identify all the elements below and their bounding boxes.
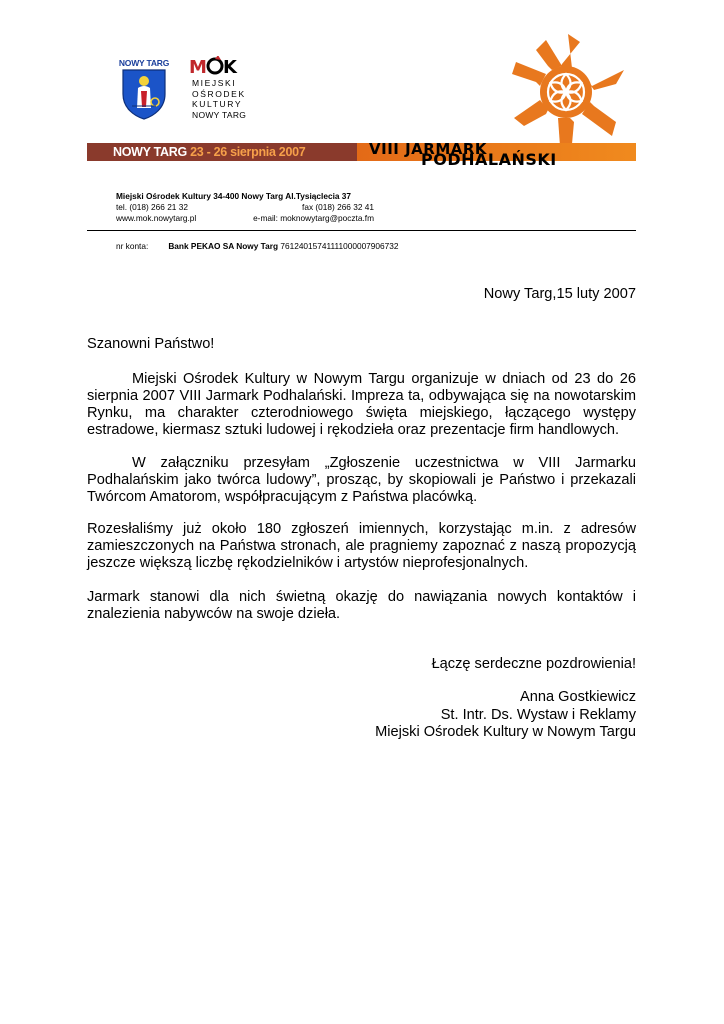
mok-line: OŚRODEK [192, 88, 246, 99]
mok-line: NOWY TARG [192, 109, 247, 120]
header-divider [87, 230, 636, 231]
banner-event-line1: VIII JARMARK [369, 140, 488, 158]
phone-text: tel. (018) 266 21 32 [116, 202, 188, 212]
salutation: Szanowni Państwo! [87, 336, 215, 352]
banner-dates: 23 - 26 sierpnia 2007 [190, 145, 306, 159]
signature-title: St. Intr. Ds. Wystaw i Reklamy [440, 706, 636, 723]
svg-text:K: K [223, 57, 237, 76]
letter-date: Nowy Targ,15 luty 2007 [483, 286, 636, 302]
signature-organization: Miejski Ośrodek Kultury w Nowym Targu [375, 724, 636, 740]
body-paragraph-2: W załączniku przesyłam „Zgłoszenie uczestnictwa w VIII Jarmarku Podhalańskim jako twórca ludowy”, prosząc, by skopiowali je Państwo i przekazali Twórcom Amatorom, współpracującym z Państwa placówką. [87, 455, 636, 505]
banner-event-line2: PODHALAŃSKI [421, 150, 557, 169]
signature-name: Anna Gostkiewicz [520, 689, 636, 705]
contact-row [116, 202, 374, 213]
bank-label: nr konta: [116, 241, 149, 251]
body-paragraph-3: Rozesłaliśmy już około 180 zgłoszeń imiennych, korzystając m.in. z adresów zamieszczonych na Państwa stronach, ale pragniemy zapoznać z naszą propozycją jeszcze większą liczbę rękodzielników i artystów nieprofesjonalnych. [87, 521, 636, 571]
mok-name-block [192, 78, 246, 120]
banner-prefix: NOWY TARG [113, 145, 191, 159]
email-link[interactable]: e-mail: moknowytarg@poczta.fm [253, 213, 374, 223]
web-row [116, 213, 374, 224]
address-line [116, 191, 374, 202]
bank-account-line [116, 241, 398, 251]
mok-line: KULTURY [192, 99, 243, 109]
sun-logo-icon [508, 30, 634, 148]
body-paragraph-1: Miejski Ośrodek Kultury w Nowym Targu organizuje w dniach od 23 do 26 sierpnia 2007 VIII Jarmark Podhalański. Impreza ta, odbywająca się na nowotarskim Rynku, ma charakter czterodniowego święta miejskiego, łączącego występy estradowe, kiermasz sztuki ludowej i rękodzieła oraz prezentacje firm handlowych. [87, 371, 636, 438]
banner-title [113, 145, 305, 159]
body-paragraph-4: Jarmark stanowi dla nich świetną okazję do nawiązania nowych kontaktów i znalezienia nabywców na swoje dzieła. [87, 589, 636, 622]
bank-name: Bank PEKAO SA Nowy Targ [168, 241, 279, 251]
crest-title: NOWY TARG [118, 58, 170, 68]
signature-block [87, 689, 636, 742]
bank-number: 76124015741111000007906732 [280, 241, 399, 251]
address-text: Miejski Ośrodek Kultury 34-400 Nowy Targ Al.Tysiąclecia 37 [116, 191, 352, 201]
mok-logo-icon [188, 56, 248, 76]
town-crest-icon [118, 58, 170, 120]
fax-text: fax (018) 266 32 41 [302, 202, 374, 212]
website-link[interactable]: www.mok.nowytarg.pl [116, 213, 197, 223]
svg-text:M: M [189, 57, 206, 76]
closing-line: Łączę serdeczne pozdrowienia! [431, 656, 636, 672]
address-block [116, 191, 374, 224]
mok-line: MIEJSKI [192, 78, 237, 88]
